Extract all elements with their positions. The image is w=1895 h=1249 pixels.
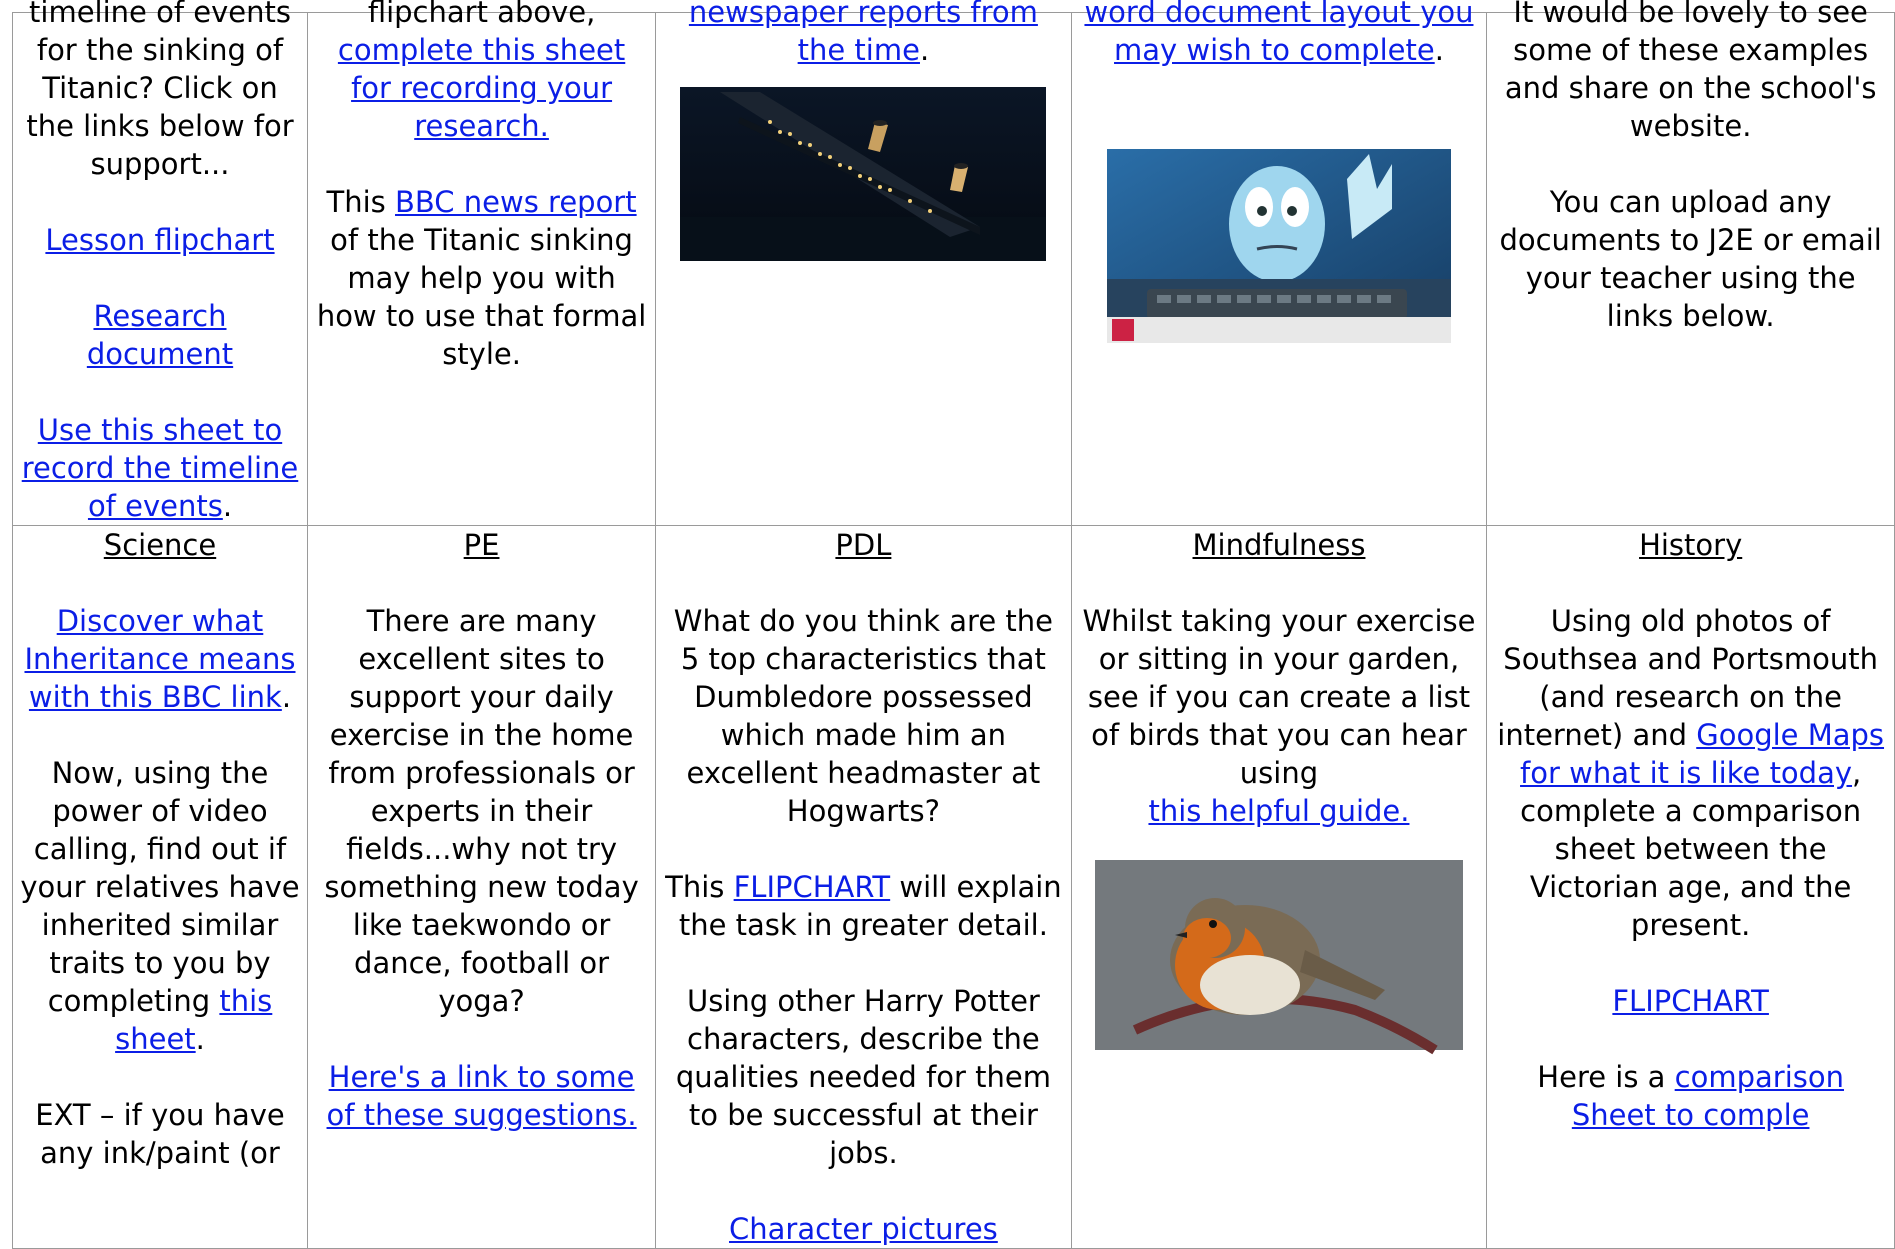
share-examples-text: It would be lovely to see some of these examples and share on the school's website. bbox=[1504, 0, 1877, 143]
bbc-news-report-link[interactable]: BBC news report bbox=[395, 185, 637, 219]
period-text: . bbox=[1434, 33, 1444, 67]
timeline-intro-text: timeline of events for the sinking of Titanic? Click on the links below for support... bbox=[26, 0, 294, 181]
research-document-link[interactable]: Research document bbox=[86, 299, 234, 371]
research-cell bbox=[307, 0, 655, 526]
history-flipchart-link[interactable]: FLIPCHART bbox=[1612, 984, 1769, 1018]
cartoon-character-keyboard-image bbox=[1107, 149, 1451, 343]
flipchart-post-text: will explain the task in greater detail. bbox=[678, 870, 1062, 942]
bbc-post-text: of the Titanic sinking may help you with how to use that formal style. bbox=[316, 223, 647, 371]
flipchart-pre-text: This bbox=[665, 870, 725, 904]
lesson-flipchart-link[interactable]: Lesson flipchart bbox=[45, 223, 275, 257]
science-heading: Science bbox=[103, 528, 217, 562]
flipchart-lead-text: flipchart above, bbox=[367, 0, 596, 29]
table-row bbox=[13, 13, 1895, 526]
pdl-cell bbox=[656, 526, 1072, 1249]
word-document-layout-link[interactable]: word document layout you may wish to complete bbox=[1084, 0, 1474, 67]
activities-table bbox=[12, 0, 1895, 1249]
character-pictures-link[interactable]: Character pictures bbox=[729, 1212, 998, 1246]
period-text: . bbox=[919, 33, 930, 67]
english-cell bbox=[13, 0, 308, 526]
robin-bird-image bbox=[1095, 860, 1463, 1050]
pdl-heading: PDL bbox=[835, 528, 892, 562]
word-document-cell bbox=[1071, 0, 1487, 526]
comparison-text: , complete a comparison sheet between the Victorian age, and the present. bbox=[1520, 756, 1862, 942]
timeline-sheet-link[interactable]: Use this sheet to record the timeline of events bbox=[21, 413, 299, 523]
birds-text: Whilst taking your exercise or sitting in your garden, see if you can create a list of birds that you can hear using bbox=[1082, 604, 1476, 790]
old-photos-text: Using old photos of Southsea and Portsmouth (and research on the internet) and bbox=[1497, 604, 1879, 752]
pe-heading: PE bbox=[463, 528, 500, 562]
pe-suggestions-link[interactable]: Here's a link to some of these suggestions. bbox=[326, 1060, 637, 1132]
research-sheet-link[interactable]: complete this sheet for recording your research. bbox=[337, 33, 626, 143]
comparison-sheet-link[interactable]: comparison Sheet to comple bbox=[1571, 1060, 1844, 1132]
table-row bbox=[13, 526, 1895, 1249]
newspaper-cell bbox=[656, 0, 1072, 526]
period-text: . bbox=[281, 680, 292, 714]
this-sheet-link[interactable]: this sheet bbox=[115, 984, 273, 1056]
mindfulness-cell bbox=[1071, 526, 1487, 1249]
here-is-text: Here is a bbox=[1537, 1060, 1666, 1094]
history-cell bbox=[1487, 526, 1895, 1249]
period-text: . bbox=[222, 489, 233, 523]
pe-body-text: There are many excellent sites to support your daily exercise in the home from professionals or experts in their fields...why not try something new today like taekwondo or dance, football or yoga? bbox=[324, 604, 639, 1018]
titanic-sinking-image bbox=[680, 87, 1046, 261]
dumbledore-question-text: What do you think are the 5 top characteristics that Dumbledore possessed which made him an excellent headmaster at Hogwarts? bbox=[673, 604, 1053, 828]
sharing-cell bbox=[1487, 0, 1895, 526]
bbc-pre-text: This bbox=[326, 185, 386, 219]
history-heading: History bbox=[1639, 528, 1743, 562]
bbc-inheritance-link[interactable]: Discover what Inheritance means with this BBC link bbox=[24, 604, 296, 714]
upload-documents-text: You can upload any documents to J2E or email your teacher using the links below. bbox=[1499, 185, 1882, 333]
harry-potter-text: Using other Harry Potter characters, describe the qualities needed for them to be successful at their jobs. bbox=[675, 984, 1051, 1170]
science-cell bbox=[13, 526, 308, 1249]
period-text: . bbox=[195, 1022, 205, 1056]
extension-text: EXT – if you have any ink/paint (or bbox=[35, 1098, 285, 1170]
video-calling-text: Now, using the power of video calling, find out if your relatives have inherited similar traits to you by completing bbox=[20, 756, 300, 1018]
newspaper-reports-link[interactable]: newspaper reports from the time bbox=[688, 0, 1038, 67]
pe-cell bbox=[307, 526, 655, 1249]
pdl-flipchart-link[interactable]: FLIPCHART bbox=[733, 870, 891, 904]
google-maps-link[interactable]: Google Maps for what it is like today bbox=[1520, 718, 1885, 790]
mindfulness-heading: Mindfulness bbox=[1192, 528, 1366, 562]
helpful-guide-link[interactable]: this helpful guide. bbox=[1148, 794, 1410, 828]
